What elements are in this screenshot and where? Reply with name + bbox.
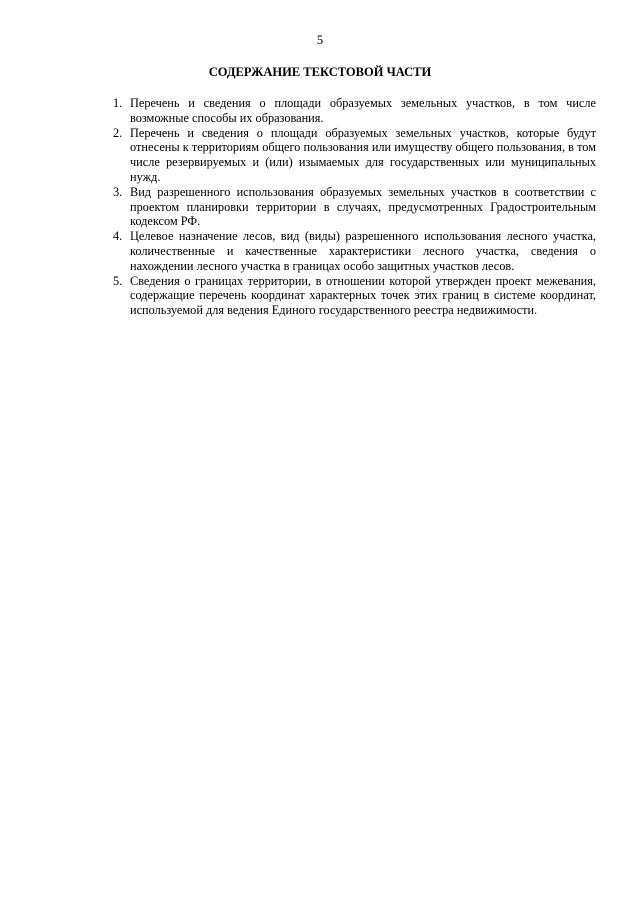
toc-item-number: 1. <box>113 96 123 110</box>
toc-item-number: 2. <box>113 125 123 140</box>
toc-item-number: 4. <box>113 229 123 244</box>
toc-list <box>112 96 596 318</box>
toc-item-text: Целевое назначение лесов, вид (виды) разрешенного использования лесного участка, количественные и качественные характеристики лесного участка, сведения о нахождении лесного участка в границах особо защитных участков лесов. <box>130 229 596 273</box>
toc-item <box>112 126 596 185</box>
page-number: 5 <box>316 33 324 47</box>
toc-item-number: 5. <box>113 273 123 288</box>
toc-item-text: Перечень и сведения о площади образуемых земельных участков, которые будут отнесены к территориям общего пользования или имуществу общего пользования, в том числе резервируемых и (или) изымаемых для государственных или муниципальных нужд. <box>130 125 596 184</box>
toc-item-text: Перечень и сведения о площади образуемых земельных участков, в том числе возможные способы их образования. <box>130 96 596 125</box>
toc-item-number: 3. <box>113 184 123 199</box>
toc-item <box>112 229 596 273</box>
toc-item-text: Вид разрешенного использования образуемых земельных участков в соответствии с проектом планировки территории в случаях, предусмотренных Градостроительным кодексом РФ. <box>130 184 596 229</box>
document-title: СОДЕРЖАНИЕ ТЕКСТОВОЙ ЧАСТИ <box>208 65 432 79</box>
toc-item <box>112 96 596 126</box>
toc-item <box>112 274 596 318</box>
toc-item <box>112 185 596 229</box>
toc-item-text: Сведения о границах территории, в отношении которой утвержден проект межевания, содержащие перечень координат характерных точек этих границ в системе координат, используемой для ведения Единого государственного реестра недвижимости. <box>130 273 596 318</box>
